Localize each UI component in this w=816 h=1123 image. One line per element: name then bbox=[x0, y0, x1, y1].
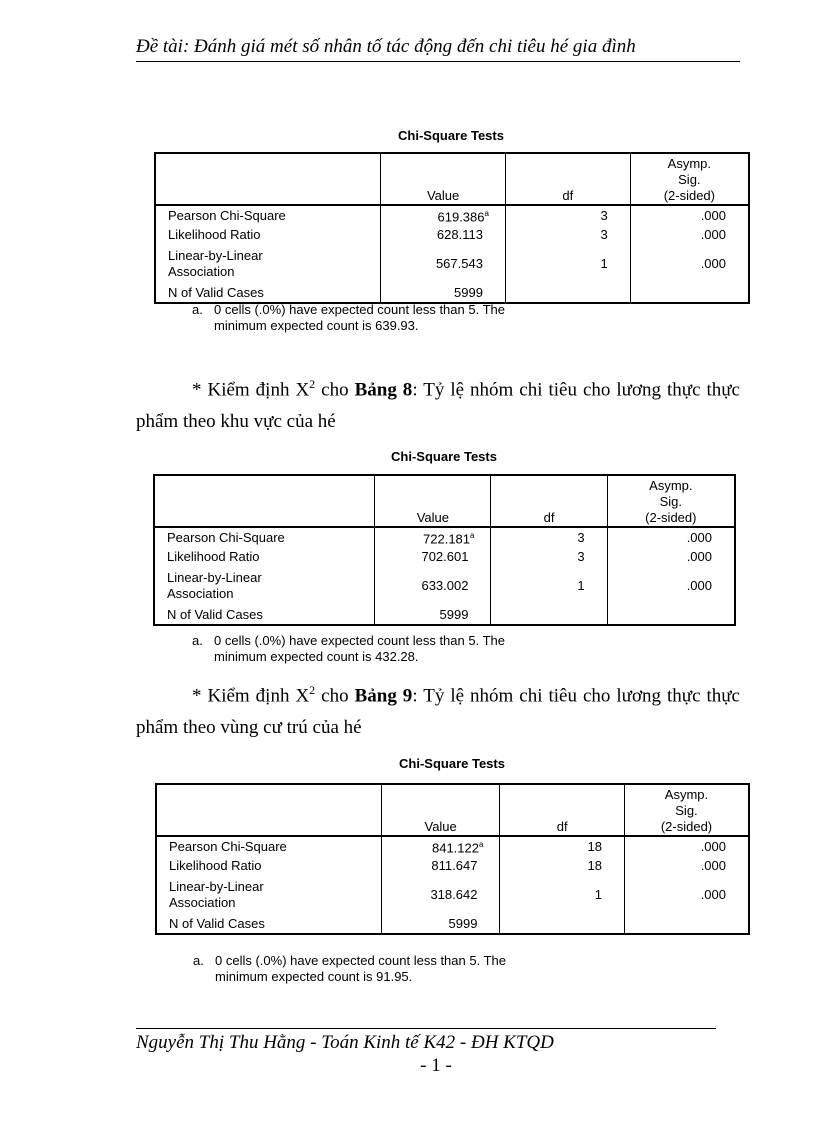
table-row bbox=[155, 225, 749, 245]
value-cell-text: 5999 bbox=[454, 284, 483, 300]
sig-cell-text: .000 bbox=[686, 529, 712, 545]
value-cell bbox=[381, 856, 500, 876]
df-cell bbox=[500, 876, 625, 914]
sig-cell bbox=[607, 527, 735, 547]
sig-cell-text: .000 bbox=[700, 858, 726, 874]
chi-square-table bbox=[154, 152, 750, 304]
df-cell-text: 1 bbox=[600, 256, 608, 272]
table-header-row bbox=[156, 784, 749, 836]
footnote-marker: a. bbox=[192, 302, 203, 317]
paragraph bbox=[136, 368, 740, 438]
row-label bbox=[156, 914, 381, 934]
row-label-text: N of Valid Cases bbox=[169, 915, 265, 931]
footnote-ref: a bbox=[478, 840, 484, 849]
df-cell-text: 3 bbox=[577, 529, 585, 545]
paragraph-sup: 2 bbox=[309, 377, 316, 391]
table-row bbox=[154, 605, 735, 625]
table-title: Chi-Square Tests bbox=[399, 756, 505, 771]
column-header bbox=[156, 784, 381, 836]
df-cell bbox=[491, 527, 607, 547]
footnote-ref: a bbox=[484, 209, 489, 218]
sig-cell bbox=[630, 225, 749, 245]
paragraph-prefix: * Kiểm định X bbox=[192, 379, 310, 401]
row-label bbox=[156, 836, 381, 856]
table-footnote bbox=[192, 302, 505, 334]
df-cell bbox=[505, 205, 630, 225]
page-number: - 1 - bbox=[420, 1055, 452, 1076]
footnote-text: 0 cells (.0%) have expected count less than 5. The minimum expected count is 91.95. bbox=[215, 953, 506, 984]
row-label bbox=[154, 547, 375, 567]
row-label-text: Linear-by-Linear Association bbox=[169, 879, 264, 911]
row-label bbox=[154, 567, 375, 605]
column-header: Value bbox=[381, 153, 506, 205]
page-footer: Nguyễn Thị Thu Hằng - Toán Kinh tế K42 - ĐH KTQD bbox=[136, 1032, 554, 1053]
row-label-text: Linear-by-Linear Association bbox=[168, 248, 263, 280]
row-label-text: Likelihood Ratio bbox=[169, 858, 262, 874]
sig-cell-text: .000 bbox=[700, 207, 726, 223]
df-cell-text: 18 bbox=[587, 858, 602, 874]
column-header: Asymp. Sig. (2-sided) bbox=[607, 475, 735, 527]
value-cell bbox=[381, 205, 506, 225]
row-label-text: N of Valid Cases bbox=[167, 606, 263, 622]
value-cell-text: 318.642 bbox=[430, 887, 478, 903]
table-row bbox=[156, 914, 749, 934]
df-cell bbox=[500, 914, 625, 934]
df-cell bbox=[505, 225, 630, 245]
table-footnote bbox=[193, 953, 506, 985]
df-cell bbox=[491, 605, 607, 625]
sig-cell bbox=[630, 205, 749, 225]
df-cell-text: 18 bbox=[587, 838, 602, 854]
row-label bbox=[154, 527, 375, 547]
value-cell-text: 841.122 bbox=[431, 840, 479, 856]
paragraph-sup: 2 bbox=[309, 683, 316, 697]
sig-cell bbox=[624, 876, 749, 914]
row-label-text: Linear-by-Linear Association bbox=[167, 570, 262, 602]
row-label-text: Pearson Chi-Square bbox=[168, 207, 286, 223]
value-cell bbox=[381, 914, 500, 934]
value-cell-text: 567.543 bbox=[435, 256, 483, 272]
sig-cell-text: .000 bbox=[700, 256, 726, 272]
df-cell bbox=[500, 836, 625, 856]
sig-cell-text: .000 bbox=[700, 838, 726, 854]
footnote-marker: a. bbox=[192, 633, 203, 648]
footnote-text: 0 cells (.0%) have expected count less than 5. The minimum expected count is 639.93. bbox=[214, 302, 505, 333]
row-label bbox=[156, 876, 381, 914]
column-header: Value bbox=[381, 784, 500, 836]
sig-cell-text: .000 bbox=[686, 549, 712, 565]
value-cell-text: 633.002 bbox=[421, 578, 469, 594]
paragraph-bold: Bảng 9 bbox=[354, 685, 413, 707]
df-cell bbox=[491, 547, 607, 567]
value-cell-text: 5999 bbox=[439, 606, 469, 622]
page-header: Đề tài: Đánh giá mét số nhân tố tác động đến chi tiêu hé gia đình bbox=[136, 36, 740, 62]
sig-cell bbox=[624, 836, 749, 856]
row-label-text: Pearson Chi-Square bbox=[167, 529, 285, 545]
value-cell-text: 619.386 bbox=[437, 209, 485, 225]
sig-cell bbox=[607, 567, 735, 605]
row-label-text: N of Valid Cases bbox=[168, 284, 264, 300]
column-header: Asymp. Sig. (2-sided) bbox=[630, 153, 749, 205]
sig-cell bbox=[624, 914, 749, 934]
row-label bbox=[154, 605, 375, 625]
sig-cell bbox=[630, 283, 749, 303]
sig-cell-text: .000 bbox=[686, 578, 712, 594]
column-header: df bbox=[505, 153, 630, 205]
footnote-text: 0 cells (.0%) have expected count less than 5. The minimum expected count is 432.28. bbox=[214, 633, 505, 664]
paragraph-mid: cho bbox=[315, 685, 355, 707]
row-label bbox=[155, 225, 381, 245]
row-label bbox=[155, 205, 381, 225]
table-row bbox=[156, 876, 749, 914]
table-title: Chi-Square Tests bbox=[391, 449, 497, 464]
df-cell-text: 3 bbox=[600, 227, 608, 243]
row-label-text: Pearson Chi-Square bbox=[169, 838, 287, 854]
sig-cell bbox=[607, 605, 735, 625]
value-cell-text: 5999 bbox=[448, 915, 478, 931]
value-cell bbox=[381, 876, 500, 914]
table-row bbox=[156, 856, 749, 876]
sig-cell bbox=[624, 856, 749, 876]
value-cell-text: 722.181 bbox=[423, 531, 471, 547]
df-cell-text: 3 bbox=[577, 549, 585, 565]
table-header-row bbox=[154, 475, 735, 527]
table-row bbox=[155, 245, 749, 283]
df-cell-text: 1 bbox=[594, 887, 602, 903]
paragraph-prefix: * Kiểm định X bbox=[192, 685, 310, 707]
table-row bbox=[156, 836, 749, 856]
table-row bbox=[154, 567, 735, 605]
footer-divider bbox=[136, 1028, 716, 1029]
df-cell-text: 3 bbox=[600, 207, 608, 223]
column-header: Asymp. Sig. (2-sided) bbox=[624, 784, 749, 836]
table-row bbox=[154, 527, 735, 547]
row-label bbox=[156, 856, 381, 876]
paragraph-bold: Bảng 8 bbox=[354, 379, 413, 401]
value-cell-text: 811.647 bbox=[431, 858, 478, 874]
value-cell bbox=[375, 547, 491, 567]
row-label bbox=[155, 283, 381, 303]
value-cell bbox=[381, 836, 500, 856]
paragraph-rest: : Tỷ lệ nhóm chi tiêu cho lương thực thực phẩm theo khu vực của hé bbox=[136, 379, 740, 433]
chi-square-table bbox=[155, 783, 750, 935]
df-cell bbox=[505, 283, 630, 303]
paragraph-mid: cho bbox=[315, 379, 355, 401]
value-cell-text: 628.113 bbox=[436, 227, 483, 243]
df-cell bbox=[505, 245, 630, 283]
value-cell bbox=[375, 605, 491, 625]
column-header: df bbox=[500, 784, 625, 836]
table-row bbox=[154, 547, 735, 567]
value-cell-text: 702.601 bbox=[421, 549, 469, 565]
sig-cell bbox=[630, 245, 749, 283]
column-header: Value bbox=[375, 475, 491, 527]
table-row bbox=[155, 283, 749, 303]
row-label bbox=[155, 245, 381, 283]
table-row bbox=[155, 205, 749, 225]
sig-cell-text: .000 bbox=[700, 227, 726, 243]
value-cell bbox=[375, 567, 491, 605]
row-label-text: Likelihood Ratio bbox=[168, 227, 261, 243]
sig-cell bbox=[607, 547, 735, 567]
column-header bbox=[154, 475, 375, 527]
value-cell bbox=[381, 225, 506, 245]
paragraph-rest: : Tỷ lệ nhóm chi tiêu cho lương thực thực phẩm theo vùng cư trú của hé bbox=[136, 685, 740, 739]
df-cell bbox=[491, 567, 607, 605]
row-label-text: Likelihood Ratio bbox=[167, 549, 260, 565]
paragraph bbox=[136, 674, 740, 744]
df-cell-text: 1 bbox=[577, 578, 585, 594]
value-cell bbox=[381, 245, 506, 283]
value-cell bbox=[375, 527, 491, 547]
column-header: df bbox=[491, 475, 607, 527]
table-title: Chi-Square Tests bbox=[398, 128, 504, 143]
value-cell bbox=[381, 283, 506, 303]
footnote-marker: a. bbox=[193, 953, 204, 968]
footnote-ref: a bbox=[470, 531, 475, 540]
sig-cell-text: .000 bbox=[700, 887, 726, 903]
df-cell bbox=[500, 856, 625, 876]
chi-square-table bbox=[153, 474, 736, 626]
table-header-row bbox=[155, 153, 749, 205]
table-footnote bbox=[192, 633, 505, 665]
column-header bbox=[155, 153, 381, 205]
